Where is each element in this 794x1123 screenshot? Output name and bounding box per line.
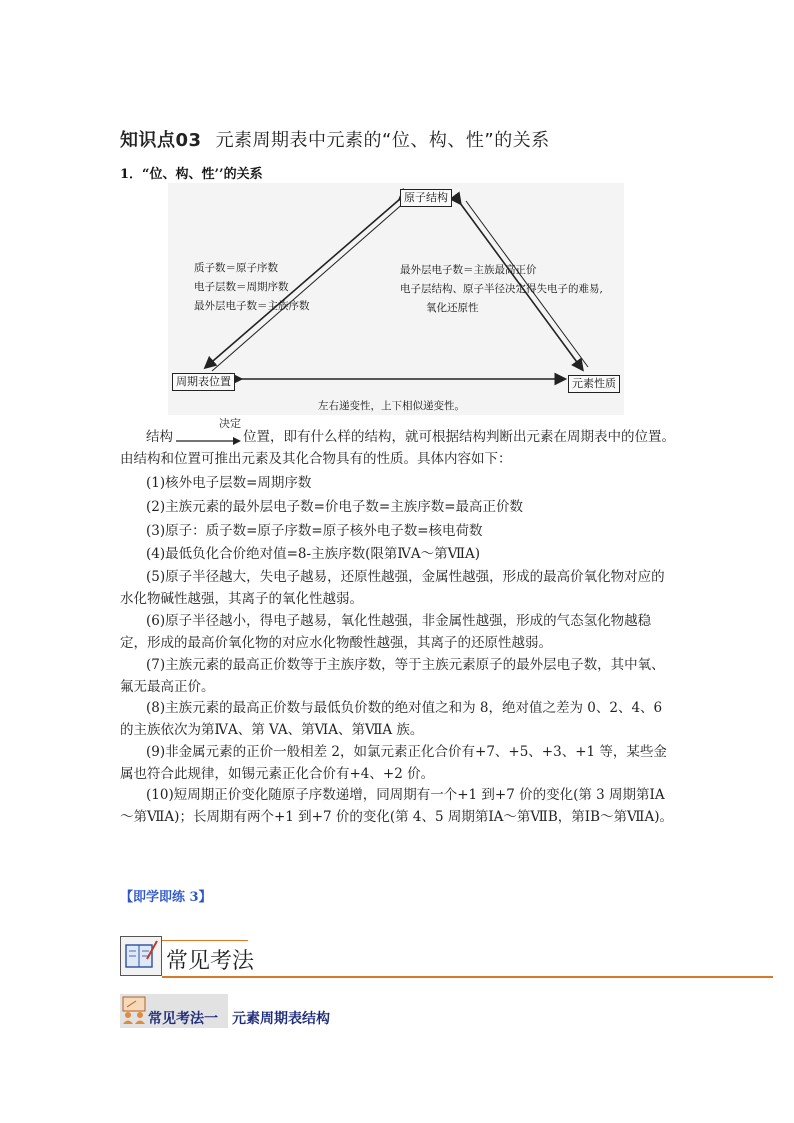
arrow-right-icon [175,437,241,445]
left-relation-2: 电子层数＝周期序数 [194,281,289,293]
section-title-text: 元素周期表中元素的“位、构、性”的关系 [215,130,550,151]
rule-6: (6)原子半径越小，得电子越易，氧化性越强，非金属性越强，形成的气态氢化物越稳定，形成的最高价氧化物的对应水化物酸性越强，其离子的还原性越弱。 [120,613,652,651]
section-heading [120,126,550,152]
method-title: 常见考法 [166,949,255,974]
intro-rest: 位置，即有什么样的结构，就可根据结构判断出元素在周期表中的位置。由结构和位置可推出元素及其化合物具有的性质。具体内容如下： [120,429,675,467]
right-relation-1: 最外层电子数＝主族最高正价 [400,264,537,276]
rule-5: (5)原子半径越大，失电子越易，还原性越强，金属性越强，形成的最高价氧化物对应的水化物碱性越强，其离子的氧化性越弱。 [120,569,665,607]
right-relation-2: 电子层结构、原子半径决定得失电子的难易, [400,283,603,295]
method-underline [162,976,773,978]
decide-label: 决定 [219,416,241,430]
practice-label: 【即学即练 3】 [120,890,212,905]
rule-3: (3)原子：质子数=原子序数=原子核外电子数=核电荷数 [146,523,483,539]
submethod-header [120,994,420,1030]
diagram-caption: 左右递变性，上下相似递变性。 [318,400,465,412]
node-element-property: 元素性质 [568,375,620,393]
intro-structure-word: 结构 [146,429,173,445]
notebook-pen-icon [120,936,162,976]
intro-paragraph [120,416,676,470]
rule-9: (9)非金属元素的正价一般相差 2，如氯元素正化合价有+7、+5、+3、+1 等，某些金属也符合此规律，如锡元素正化合价有+4、+2 价。 [120,744,667,782]
relationship-diagram [168,183,624,415]
rule-1: (1)核外电子层数=周期序数 [146,475,312,491]
node-periodic-position: 周期表位置 [172,373,235,391]
node-atomic-structure: 原子结构 [400,189,452,207]
rule-10: (10)短周期正价变化随原子序数递增，同周期有一个+1 到+7 价的变化(第 3 周期第ⅠA～第ⅦA)；长周期有两个+1 到+7 价的变化(第 4、5 周期第ⅠA～第ⅦB，第ⅠB～第ⅦA)。 [120,787,673,825]
left-relation-1: 质子数＝原子序数 [194,262,278,274]
method-header [120,934,773,980]
left-relation-3: 最外层电子数＝主族序数 [194,300,310,312]
section-number: 知识点03 [120,130,202,151]
teacher-students-icon [122,996,148,1024]
submethod-title: 常见考法一 元素周期表结构 [148,1011,330,1027]
method-line-top [162,940,248,941]
rule-7: (7)主族元素的最高正价数等于主族序数，等于主族元素原子的最外层电子数，其中氧、氟无最高正价。 [120,657,665,695]
right-relation-3: 氧化还原性 [426,302,479,314]
subsection-heading: 1．“位、构、性’’的关系 [120,167,263,182]
rule-2: (2)主族元素的最外层电子数=价电子数=主族序数=最高正价数 [146,499,524,515]
rule-4: (4)最低负化合价绝对值=8-主族序数(限第ⅣA～第ⅦA) [146,546,481,562]
rule-8: (8)主族元素的最高正价数与最低负价数的绝对值之和为 8，绝对值之差为 0、2、4、6 的主族依次为第ⅣA、第 VA、第ⅥA、第ⅦA 族。 [120,700,663,738]
decide-arrow [175,416,241,445]
